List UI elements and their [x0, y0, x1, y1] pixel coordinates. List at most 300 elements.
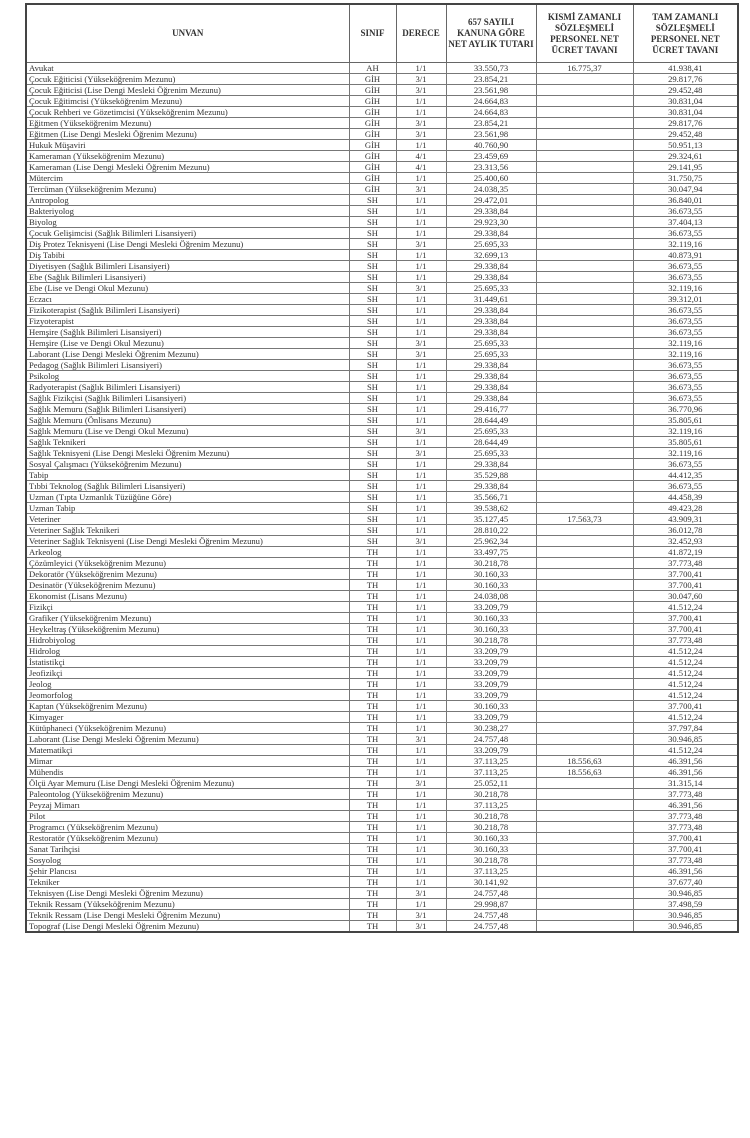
cell-tam-zamanli: 36.673,55 — [633, 261, 738, 272]
cell-unvan: Mimar — [26, 756, 349, 767]
cell-tam-zamanli: 37.773,48 — [633, 811, 738, 822]
cell-sinif: SH — [349, 294, 396, 305]
cell-derece: 3/1 — [396, 536, 446, 547]
table-body — [26, 63, 738, 933]
table-row — [26, 129, 738, 140]
cell-kismi-zamanli — [536, 789, 633, 800]
cell-unvan: Kaptan (Yükseköğrenim Mezunu) — [26, 701, 349, 712]
cell-sinif: TH — [349, 591, 396, 602]
table-row — [26, 382, 738, 393]
table-row — [26, 877, 738, 888]
cell-kismi-zamanli — [536, 140, 633, 151]
cell-derece: 1/1 — [396, 481, 446, 492]
cell-unvan: Sağlık Teknikeri — [26, 437, 349, 448]
cell-derece: 1/1 — [396, 415, 446, 426]
cell-derece: 3/1 — [396, 888, 446, 899]
cell-kismi-zamanli — [536, 327, 633, 338]
cell-kismi-zamanli — [536, 118, 633, 129]
cell-tam-zamanli: 37.700,41 — [633, 569, 738, 580]
cell-kismi-zamanli — [536, 261, 633, 272]
cell-unvan: Diyetisyen (Sağlık Bilimleri Lisansiyeri) — [26, 261, 349, 272]
cell-sinif: GİH — [349, 151, 396, 162]
cell-unvan: Jeolog — [26, 679, 349, 690]
table-row — [26, 404, 738, 415]
cell-sinif: TH — [349, 646, 396, 657]
cell-kismi-zamanli — [536, 184, 633, 195]
cell-kismi-zamanli — [536, 415, 633, 426]
cell-kismi-zamanli — [536, 316, 633, 327]
cell-tam-zamanli: 35.805,61 — [633, 415, 738, 426]
cell-net-aylik: 29.338,84 — [446, 261, 536, 272]
cell-tam-zamanli: 37.773,48 — [633, 558, 738, 569]
cell-kismi-zamanli — [536, 745, 633, 756]
cell-derece: 1/1 — [396, 360, 446, 371]
cell-kismi-zamanli — [536, 217, 633, 228]
cell-sinif: SH — [349, 272, 396, 283]
cell-tam-zamanli: 41.512,24 — [633, 679, 738, 690]
cell-net-aylik: 33.209,79 — [446, 690, 536, 701]
cell-sinif: TH — [349, 690, 396, 701]
cell-derece: 1/1 — [396, 701, 446, 712]
cell-kismi-zamanli — [536, 734, 633, 745]
cell-kismi-zamanli — [536, 547, 633, 558]
cell-kismi-zamanli — [536, 129, 633, 140]
table-row — [26, 514, 738, 525]
cell-kismi-zamanli — [536, 602, 633, 613]
cell-net-aylik: 29.338,84 — [446, 327, 536, 338]
cell-tam-zamanli: 46.391,56 — [633, 800, 738, 811]
cell-kismi-zamanli — [536, 855, 633, 866]
cell-unvan: Jeomorfolog — [26, 690, 349, 701]
cell-kismi-zamanli — [536, 679, 633, 690]
cell-sinif: SH — [349, 437, 396, 448]
cell-kismi-zamanli — [536, 437, 633, 448]
cell-net-aylik: 29.338,84 — [446, 228, 536, 239]
table-row — [26, 657, 738, 668]
cell-derece: 1/1 — [396, 437, 446, 448]
cell-unvan: Çocuk Eğiticisi (Yükseköğrenim Mezunu) — [26, 74, 349, 85]
cell-tam-zamanli: 41.512,24 — [633, 602, 738, 613]
table-row — [26, 921, 738, 933]
cell-kismi-zamanli — [536, 536, 633, 547]
cell-net-aylik: 30.160,33 — [446, 833, 536, 844]
cell-kismi-zamanli — [536, 448, 633, 459]
cell-tam-zamanli: 37.773,48 — [633, 635, 738, 646]
cell-derece: 1/1 — [396, 712, 446, 723]
cell-tam-zamanli: 36.770,96 — [633, 404, 738, 415]
cell-kismi-zamanli — [536, 294, 633, 305]
cell-sinif: TH — [349, 657, 396, 668]
table-row — [26, 745, 738, 756]
cell-kismi-zamanli — [536, 778, 633, 789]
cell-net-aylik: 25.695,33 — [446, 448, 536, 459]
cell-derece: 3/1 — [396, 778, 446, 789]
cell-tam-zamanli: 30.946,85 — [633, 910, 738, 921]
cell-unvan: Bakteriyolog — [26, 206, 349, 217]
cell-net-aylik: 25.400,60 — [446, 173, 536, 184]
cell-derece: 3/1 — [396, 910, 446, 921]
cell-unvan: Sağlık Fizikçisi (Sağlık Bilimleri Lisansiyeri) — [26, 393, 349, 404]
table-row — [26, 833, 738, 844]
cell-net-aylik: 25.962,34 — [446, 536, 536, 547]
table-row — [26, 778, 738, 789]
cell-unvan: Çocuk Gelişimcisi (Sağlık Bilimleri Lisansiyeri) — [26, 228, 349, 239]
cell-net-aylik: 33.209,79 — [446, 602, 536, 613]
cell-net-aylik: 23.854,21 — [446, 74, 536, 85]
cell-sinif: TH — [349, 723, 396, 734]
cell-tam-zamanli: 37.700,41 — [633, 833, 738, 844]
cell-sinif: SH — [349, 525, 396, 536]
cell-sinif: SH — [349, 382, 396, 393]
cell-tam-zamanli: 29.817,76 — [633, 74, 738, 85]
cell-sinif: SH — [349, 349, 396, 360]
table-row — [26, 371, 738, 382]
cell-kismi-zamanli — [536, 503, 633, 514]
cell-sinif: SH — [349, 195, 396, 206]
cell-derece: 3/1 — [396, 74, 446, 85]
cell-net-aylik: 30.160,33 — [446, 624, 536, 635]
cell-unvan: Veteriner — [26, 514, 349, 525]
cell-kismi-zamanli: 17.563,73 — [536, 514, 633, 525]
cell-tam-zamanli: 35.805,61 — [633, 437, 738, 448]
table-row — [26, 668, 738, 679]
cell-tam-zamanli: 43.909,31 — [633, 514, 738, 525]
cell-unvan: Hemşire (Sağlık Bilimleri Lisansiyeri) — [26, 327, 349, 338]
table-row — [26, 327, 738, 338]
cell-derece: 1/1 — [396, 96, 446, 107]
cell-net-aylik: 33.209,79 — [446, 745, 536, 756]
table-row — [26, 679, 738, 690]
cell-unvan: Peyzaj Mimarı — [26, 800, 349, 811]
cell-unvan: Psikolog — [26, 371, 349, 382]
cell-tam-zamanli: 30.946,85 — [633, 734, 738, 745]
cell-sinif: TH — [349, 547, 396, 558]
cell-tam-zamanli: 41.512,24 — [633, 668, 738, 679]
cell-net-aylik: 30.238,27 — [446, 723, 536, 734]
cell-kismi-zamanli: 16.775,37 — [536, 63, 633, 74]
cell-net-aylik: 30.160,33 — [446, 844, 536, 855]
cell-tam-zamanli: 32.119,16 — [633, 283, 738, 294]
table-row — [26, 184, 738, 195]
cell-tam-zamanli: 30.946,85 — [633, 921, 738, 933]
cell-tam-zamanli: 29.452,48 — [633, 129, 738, 140]
cell-derece: 1/1 — [396, 646, 446, 657]
cell-tam-zamanli: 36.673,55 — [633, 316, 738, 327]
cell-unvan: Sosyal Çalışmacı (Yükseköğrenim Mezunu) — [26, 459, 349, 470]
table-row — [26, 602, 738, 613]
cell-derece: 1/1 — [396, 580, 446, 591]
table-row — [26, 305, 738, 316]
cell-kismi-zamanli — [536, 811, 633, 822]
cell-sinif: SH — [349, 206, 396, 217]
cell-net-aylik: 33.209,79 — [446, 712, 536, 723]
cell-net-aylik: 29.338,84 — [446, 371, 536, 382]
cell-unvan: Sosyolog — [26, 855, 349, 866]
cell-sinif: TH — [349, 800, 396, 811]
cell-tam-zamanli: 30.831,04 — [633, 107, 738, 118]
cell-sinif: GİH — [349, 74, 396, 85]
cell-tam-zamanli: 37.700,41 — [633, 701, 738, 712]
cell-unvan: Grafiker (Yükseköğrenim Mezunu) — [26, 613, 349, 624]
cell-tam-zamanli: 31.315,14 — [633, 778, 738, 789]
cell-tam-zamanli: 37.773,48 — [633, 789, 738, 800]
cell-sinif: SH — [349, 415, 396, 426]
cell-net-aylik: 30.218,78 — [446, 822, 536, 833]
cell-derece: 3/1 — [396, 349, 446, 360]
cell-unvan: Topograf (Lise Dengi Mesleki Öğrenim Mezunu) — [26, 921, 349, 933]
cell-derece: 1/1 — [396, 569, 446, 580]
cell-kismi-zamanli — [536, 899, 633, 910]
table-row — [26, 206, 738, 217]
cell-derece: 3/1 — [396, 118, 446, 129]
cell-derece: 3/1 — [396, 283, 446, 294]
table-row — [26, 162, 738, 173]
cell-tam-zamanli: 36.673,55 — [633, 305, 738, 316]
cell-sinif: TH — [349, 569, 396, 580]
cell-net-aylik: 30.160,33 — [446, 569, 536, 580]
table-row — [26, 866, 738, 877]
table-row — [26, 426, 738, 437]
cell-sinif: SH — [349, 327, 396, 338]
cell-tam-zamanli: 49.423,28 — [633, 503, 738, 514]
cell-sinif: TH — [349, 558, 396, 569]
cell-kismi-zamanli — [536, 283, 633, 294]
cell-net-aylik: 24.757,48 — [446, 921, 536, 933]
cell-derece: 1/1 — [396, 492, 446, 503]
cell-unvan: Veteriner Sağlık Teknikeri — [26, 525, 349, 536]
cell-sinif: TH — [349, 756, 396, 767]
cell-kismi-zamanli — [536, 591, 633, 602]
cell-kismi-zamanli — [536, 877, 633, 888]
cell-tam-zamanli: 50.951,13 — [633, 140, 738, 151]
table-row — [26, 118, 738, 129]
cell-net-aylik: 40.760,90 — [446, 140, 536, 151]
cell-sinif: TH — [349, 745, 396, 756]
cell-derece: 3/1 — [396, 448, 446, 459]
cell-unvan: Uzman (Tıpta Uzmanlık Tüzüğüne Göre) — [26, 492, 349, 503]
cell-sinif: TH — [349, 844, 396, 855]
cell-unvan: Tıbbi Teknolog (Sağlık Bilimleri Lisansiyeri) — [26, 481, 349, 492]
cell-sinif: SH — [349, 459, 396, 470]
cell-unvan: Tercüman (Yükseköğrenim Mezunu) — [26, 184, 349, 195]
cell-tam-zamanli: 32.119,16 — [633, 349, 738, 360]
cell-net-aylik: 29.338,84 — [446, 393, 536, 404]
cell-kismi-zamanli — [536, 173, 633, 184]
cell-net-aylik: 28.810,22 — [446, 525, 536, 536]
cell-unvan: Uzman Tabip — [26, 503, 349, 514]
cell-tam-zamanli: 37.700,41 — [633, 613, 738, 624]
cell-tam-zamanli: 41.512,24 — [633, 646, 738, 657]
table-header — [26, 4, 738, 63]
cell-derece: 1/1 — [396, 855, 446, 866]
cell-sinif: SH — [349, 261, 396, 272]
cell-unvan: Hidrolog — [26, 646, 349, 657]
cell-kismi-zamanli — [536, 723, 633, 734]
cell-net-aylik: 33.550,73 — [446, 63, 536, 74]
cell-sinif: SH — [349, 404, 396, 415]
cell-net-aylik: 24.038,35 — [446, 184, 536, 195]
cell-unvan: İstatistikçi — [26, 657, 349, 668]
cell-derece: 1/1 — [396, 723, 446, 734]
cell-derece: 1/1 — [396, 690, 446, 701]
cell-unvan: Hemşire (Lise ve Dengi Okul Mezunu) — [26, 338, 349, 349]
cell-kismi-zamanli — [536, 481, 633, 492]
cell-derece: 3/1 — [396, 239, 446, 250]
cell-unvan: Pedagog (Sağlık Bilimleri Lisansiyeri) — [26, 360, 349, 371]
cell-derece: 3/1 — [396, 338, 446, 349]
cell-derece: 1/1 — [396, 305, 446, 316]
cell-net-aylik: 29.338,84 — [446, 272, 536, 283]
cell-unvan: Kameraman (Lise Dengi Mesleki Öğrenim Mezunu) — [26, 162, 349, 173]
cell-kismi-zamanli — [536, 525, 633, 536]
cell-sinif: SH — [349, 536, 396, 547]
cell-kismi-zamanli — [536, 85, 633, 96]
cell-unvan: Heykeltraş (Yükseköğrenim Mezunu) — [26, 624, 349, 635]
cell-derece: 1/1 — [396, 228, 446, 239]
cell-unvan: Pilot — [26, 811, 349, 822]
cell-unvan: Laborant (Lise Dengi Mesleki Öğrenim Mezunu) — [26, 734, 349, 745]
cell-net-aylik: 29.923,30 — [446, 217, 536, 228]
cell-kismi-zamanli — [536, 250, 633, 261]
cell-net-aylik: 29.338,84 — [446, 360, 536, 371]
table-row — [26, 294, 738, 305]
cell-kismi-zamanli — [536, 668, 633, 679]
table-row — [26, 415, 738, 426]
table-row — [26, 459, 738, 470]
salary-table-document — [25, 3, 737, 933]
cell-tam-zamanli: 30.047,60 — [633, 591, 738, 602]
cell-kismi-zamanli — [536, 96, 633, 107]
cell-tam-zamanli: 36.673,55 — [633, 371, 738, 382]
cell-kismi-zamanli — [536, 459, 633, 470]
table-row — [26, 613, 738, 624]
table-row — [26, 283, 738, 294]
cell-tam-zamanli: 36.673,55 — [633, 206, 738, 217]
cell-tam-zamanli: 46.391,56 — [633, 866, 738, 877]
cell-derece: 1/1 — [396, 327, 446, 338]
cell-unvan: Ölçü Ayar Memuru (Lise Dengi Mesleki Öğrenim Mezunu) — [26, 778, 349, 789]
table-row — [26, 272, 738, 283]
cell-net-aylik: 33.209,79 — [446, 657, 536, 668]
cell-sinif: SH — [349, 393, 396, 404]
table-row — [26, 393, 738, 404]
table-row — [26, 437, 738, 448]
cell-tam-zamanli: 41.512,24 — [633, 657, 738, 668]
cell-kismi-zamanli — [536, 162, 633, 173]
cell-net-aylik: 37.113,25 — [446, 767, 536, 778]
table-row — [26, 217, 738, 228]
cell-derece: 1/1 — [396, 294, 446, 305]
cell-kismi-zamanli — [536, 382, 633, 393]
cell-unvan: Tekniker — [26, 877, 349, 888]
cell-unvan: Radyoterapist (Sağlık Bilimleri Lisansiyeri) — [26, 382, 349, 393]
cell-kismi-zamanli — [536, 492, 633, 503]
cell-unvan: Biyolog — [26, 217, 349, 228]
cell-derece: 3/1 — [396, 129, 446, 140]
cell-unvan: Desinatör (Yükseköğrenim Mezunu) — [26, 580, 349, 591]
cell-kismi-zamanli — [536, 800, 633, 811]
table-row — [26, 712, 738, 723]
cell-derece: 1/1 — [396, 679, 446, 690]
cell-net-aylik: 30.160,33 — [446, 701, 536, 712]
cell-derece: 1/1 — [396, 393, 446, 404]
cell-unvan: Kütüphaneci (Yükseköğrenim Mezunu) — [26, 723, 349, 734]
cell-tam-zamanli: 41.938,41 — [633, 63, 738, 74]
cell-net-aylik: 37.113,25 — [446, 756, 536, 767]
cell-sinif: TH — [349, 921, 396, 933]
table-row — [26, 569, 738, 580]
header-sinif: SINIF — [349, 4, 396, 63]
table-row — [26, 360, 738, 371]
table-row — [26, 338, 738, 349]
cell-sinif: TH — [349, 668, 396, 679]
cell-tam-zamanli: 37.773,48 — [633, 822, 738, 833]
cell-unvan: Kameraman (Yükseköğrenim Mezunu) — [26, 151, 349, 162]
cell-sinif: TH — [349, 888, 396, 899]
cell-unvan: Çocuk Rehberi ve Gözetimcisi (Yükseköğrenim Mezunu) — [26, 107, 349, 118]
cell-net-aylik: 23.459,69 — [446, 151, 536, 162]
cell-unvan: Laborant (Lise Dengi Mesleki Öğrenim Mezunu) — [26, 349, 349, 360]
cell-tam-zamanli: 37.498,59 — [633, 899, 738, 910]
cell-unvan: Teknik Ressam (Lise Dengi Mesleki Öğrenim Mezunu) — [26, 910, 349, 921]
cell-tam-zamanli: 36.673,55 — [633, 459, 738, 470]
cell-tam-zamanli: 29.324,61 — [633, 151, 738, 162]
cell-sinif: SH — [349, 503, 396, 514]
cell-derece: 1/1 — [396, 613, 446, 624]
cell-tam-zamanli: 41.512,24 — [633, 745, 738, 756]
cell-derece: 3/1 — [396, 426, 446, 437]
table-row — [26, 624, 738, 635]
cell-unvan: Mütercim — [26, 173, 349, 184]
cell-unvan: Jeofizikçi — [26, 668, 349, 679]
cell-net-aylik: 35.566,71 — [446, 492, 536, 503]
cell-kismi-zamanli — [536, 393, 633, 404]
cell-derece: 1/1 — [396, 811, 446, 822]
cell-sinif: SH — [349, 492, 396, 503]
cell-sinif: TH — [349, 833, 396, 844]
cell-derece: 1/1 — [396, 382, 446, 393]
cell-tam-zamanli: 29.141,95 — [633, 162, 738, 173]
cell-sinif: SH — [349, 338, 396, 349]
cell-kismi-zamanli — [536, 569, 633, 580]
cell-sinif: TH — [349, 602, 396, 613]
header-net-aylik: 657 SAYILI KANUNA GÖRE NET AYLIK TUTARI — [446, 4, 536, 63]
cell-derece: 1/1 — [396, 470, 446, 481]
cell-unvan: Çocuk Eğiticisi (Lise Dengi Mesleki Öğrenim Mezunu) — [26, 85, 349, 96]
cell-derece: 1/1 — [396, 591, 446, 602]
cell-tam-zamanli: 36.673,55 — [633, 360, 738, 371]
cell-derece: 1/1 — [396, 800, 446, 811]
cell-unvan: Sağlık Teknisyeni (Lise Dengi Mesleki Öğrenim Mezunu) — [26, 448, 349, 459]
cell-net-aylik: 33.497,75 — [446, 547, 536, 558]
cell-kismi-zamanli — [536, 404, 633, 415]
cell-kismi-zamanli — [536, 910, 633, 921]
cell-unvan: Mühendis — [26, 767, 349, 778]
header-unvan: UNVAN — [26, 4, 349, 63]
cell-net-aylik: 23.854,21 — [446, 118, 536, 129]
cell-sinif: SH — [349, 481, 396, 492]
cell-kismi-zamanli — [536, 426, 633, 437]
cell-net-aylik: 24.664,83 — [446, 107, 536, 118]
cell-tam-zamanli: 37.700,41 — [633, 624, 738, 635]
cell-tam-zamanli: 36.012,78 — [633, 525, 738, 536]
cell-kismi-zamanli — [536, 151, 633, 162]
cell-tam-zamanli: 30.047,94 — [633, 184, 738, 195]
cell-tam-zamanli: 39.312,01 — [633, 294, 738, 305]
cell-unvan: Ebe (Sağlık Bilimleri Lisansiyeri) — [26, 272, 349, 283]
cell-tam-zamanli: 36.673,55 — [633, 382, 738, 393]
cell-net-aylik: 24.038,08 — [446, 591, 536, 602]
